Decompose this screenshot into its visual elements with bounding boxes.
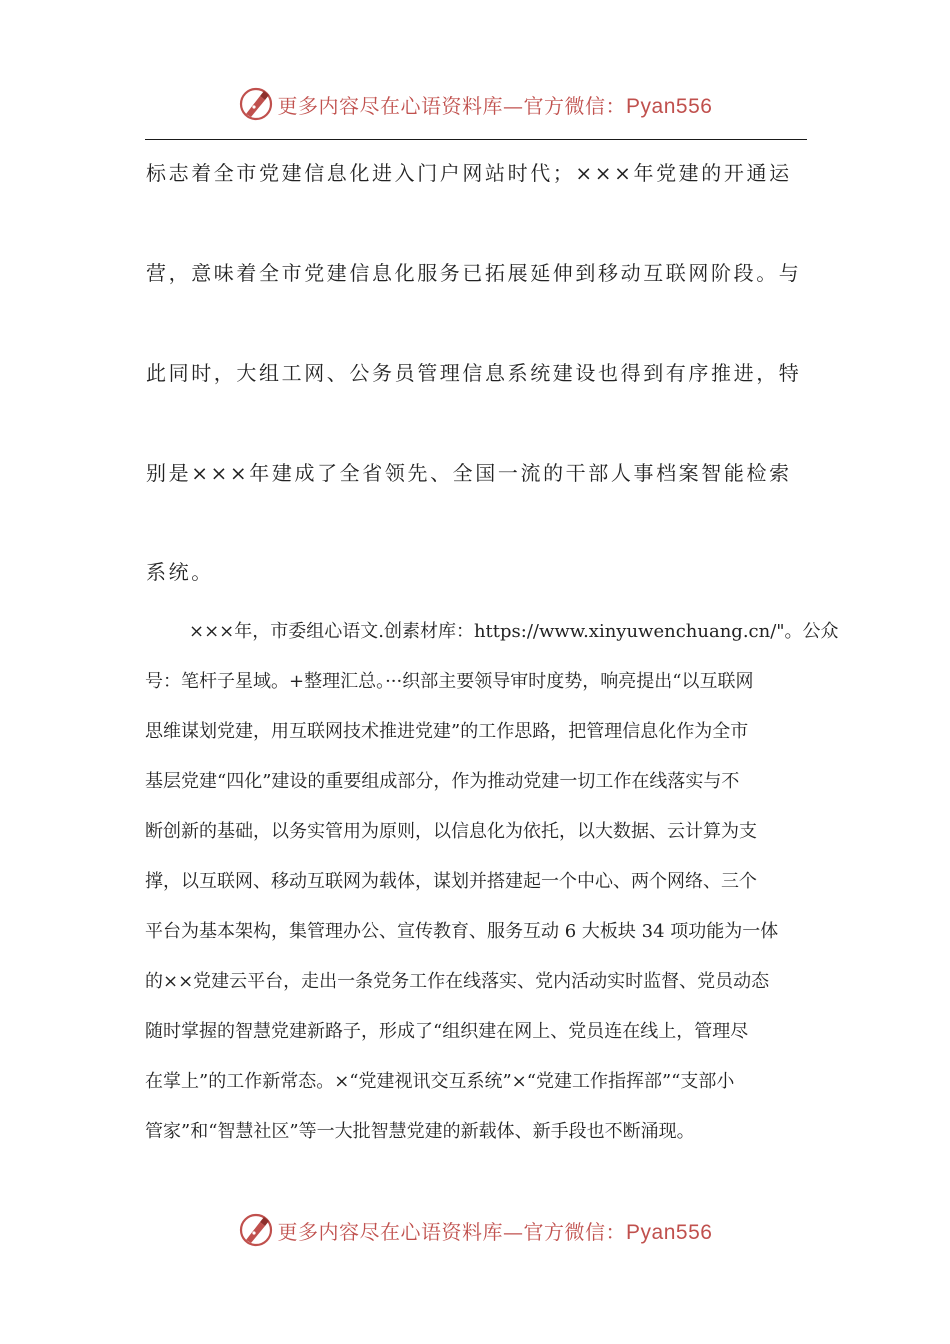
header-banner (0, 82, 950, 126)
header-wechat-id: Pyan556 (626, 94, 713, 118)
footer-wechat-id: Pyan556 (626, 1220, 713, 1244)
paragraph2-line: 在掌上”的工作新常态。×“党建视讯交互系统”×“党建工作指挥部”“支部小 (145, 1071, 735, 1092)
footer-banner-label: 更多内容尽在心语资料库—官方微信： (277, 1219, 627, 1244)
paragraph2-line: 的××党建云平台，走出一条党务工作在线落实、党内活动实时监督、党员动态 (145, 971, 770, 992)
paragraph2-line: 基层党建“四化”建设的重要组成部分，作为推动党建一切工作在线落实与不 (145, 771, 740, 792)
header-banner-text (278, 90, 713, 119)
paragraph1-line-3: 此同时，大组工网、公务员管理信息系统建设也得到有序推进，特 (146, 361, 802, 385)
pen-nib-circle-icon (238, 1212, 274, 1248)
paragraph2-line: ×××年，市委组心语文.创素材库：https://www.xinyuwenchuang.cn/"。公众 (189, 621, 839, 642)
paragraph2-line: 随时掌握的智慧党建新路子，形成了“组织建在网上、党员连在线上，管理尽 (145, 1021, 749, 1042)
paragraph1-line-4: 别是×××年建成了全省领先、全国一流的干部人事档案智能检索 (146, 461, 792, 485)
footer-banner-text (278, 1216, 713, 1245)
paragraph2-line: 撑，以互联网、移动互联网为载体，谋划并搭建起一个中心、两个网络、三个 (145, 871, 757, 892)
header-banner-label: 更多内容尽在心语资料库—官方微信： (277, 93, 627, 118)
paragraph2 (145, 614, 839, 1164)
paragraph2-line: 平台为基本架构，集管理办公、宣传教育、服务互动 6 大板块 34 项功能为一体 (145, 921, 779, 942)
paragraph1-line-1: 标志着全市党建信息化进入门户网站时代；×××年党建的开通运 (146, 161, 792, 185)
paragraph2-line: 号：笔杆子星域。+整理汇总。···织部主要领导审时度势，响亮提出“以互联网 (145, 671, 754, 692)
paragraph1-line-2: 营，意味着全市党建信息化服务已拓展延伸到移动互联网阶段。与 (146, 261, 802, 285)
footer-banner (0, 1208, 950, 1252)
pen-nib-circle-icon (238, 86, 274, 122)
header-divider (145, 139, 807, 140)
paragraph2-line: 断创新的基础，以务实管用为原则，以信息化为依托，以大数据、云计算为支 (145, 821, 757, 842)
paragraph2-line: 管家”和“智慧社区”等一大批智慧党建的新载体、新手段也不断涌现。 (145, 1121, 695, 1142)
paragraph1-line-5: 系统。 (146, 560, 214, 584)
paragraph2-line: 思维谋划党建，用互联网技术推进党建”的工作思路，把管理信息化作为全市 (145, 721, 749, 742)
